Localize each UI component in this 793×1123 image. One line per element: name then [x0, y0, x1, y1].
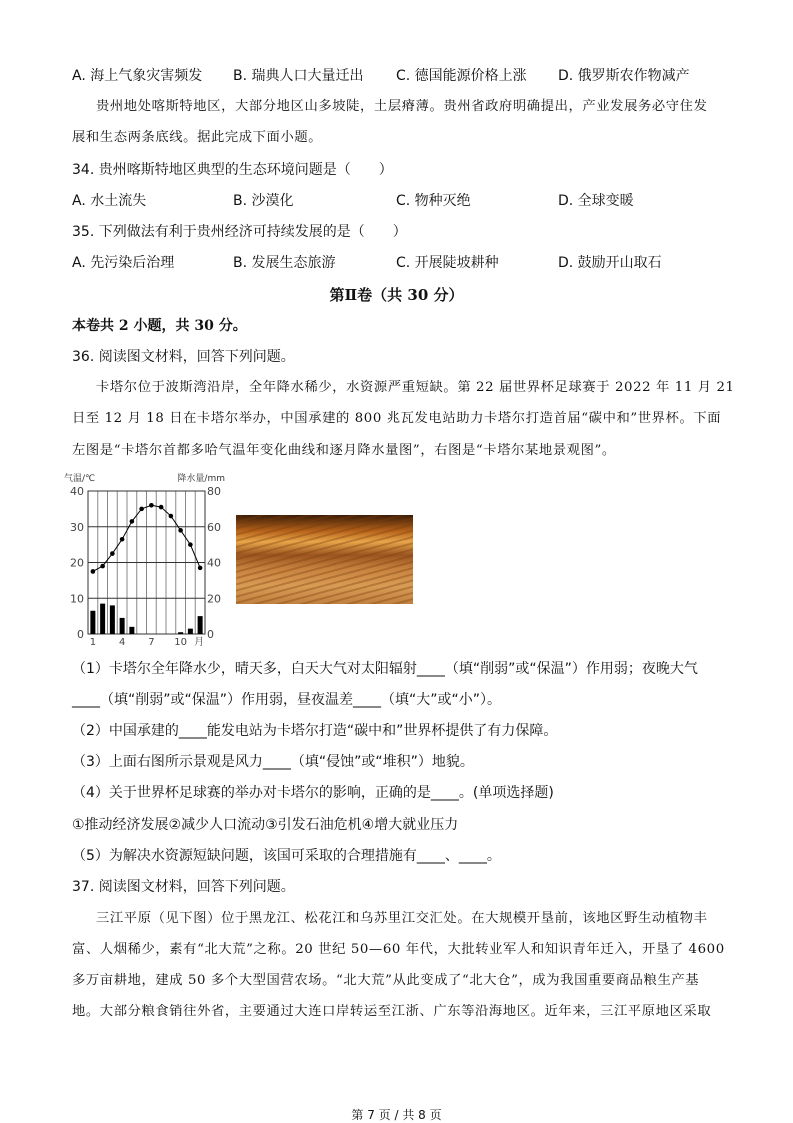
- y-tick-right: 60: [207, 520, 221, 534]
- q37-material-line: 富、人烟稀少，素有“北大荒”之称。20 世纪 50—60 年代，大批转业军人和知识青年迁入，开垦了 4600: [72, 942, 725, 957]
- temperature-point: [178, 528, 183, 533]
- q35-stem: 35. 下列做法有利于贵州经济可持续发展的是（ ）: [72, 224, 407, 240]
- x-tick: 10: [174, 637, 187, 646]
- temperature-point: [91, 569, 96, 574]
- x-axis-label: 月: [194, 637, 205, 646]
- q34-option-d: D. 全球变暖: [558, 193, 634, 209]
- precip-bar: [129, 627, 134, 634]
- q36-sub5: （5）为解决水资源短缺问题，该国可采取的合理措施有____、____。: [72, 848, 501, 864]
- x-tick: 7: [148, 637, 155, 646]
- temperature-point: [100, 564, 105, 569]
- section-title: 第Ⅱ卷（共 30 分）: [329, 286, 464, 304]
- q35-option-c: C. 开展陡坡耕种: [396, 255, 499, 271]
- desert-landscape-photo: [236, 515, 413, 604]
- temperature-point: [169, 514, 174, 519]
- guizhou-intro-line: 贵州地处喀斯特地区，大部分地区山多坡陡，土层瘠薄。贵州省政府明确提出，产业发展务必守住发: [96, 99, 708, 114]
- temperature-point: [139, 507, 144, 512]
- q36-stem: 36. 阅读图文材料，回答下列问题。: [72, 349, 295, 365]
- y-tick-right: 0: [207, 628, 214, 641]
- y-tick-right: 40: [207, 556, 221, 570]
- q37-stem: 37. 阅读图文材料，回答下列问题。: [72, 879, 295, 895]
- q34-stem: 34. 贵州喀斯特地区典型的生态环境问题是（ ）: [72, 162, 393, 178]
- precip-bar: [188, 629, 193, 634]
- precip-bar: [100, 604, 105, 634]
- precip-bar: [90, 611, 95, 634]
- temperature-point: [188, 542, 193, 547]
- q35-option-b: B. 发展生态旅游: [233, 255, 336, 271]
- y-tick-left: 20: [70, 556, 84, 570]
- temperature-point: [159, 505, 164, 510]
- y-tick-left: 40: [70, 485, 84, 498]
- guizhou-intro-line: 展和生态两条底线。据此完成下面小题。: [72, 130, 323, 145]
- temperature-point: [120, 537, 125, 542]
- q37-material-line: 多万亩耕地，建成 50 多个大型国营农场。“北大荒”从此变成了“北大仓”，成为我国重要商品粮生产基: [72, 973, 700, 988]
- q34-option-c: C. 物种灭绝: [396, 193, 471, 209]
- q35-option-d: D. 鼓励开山取石: [558, 255, 662, 271]
- precip-bar: [198, 616, 203, 634]
- y-tick-left: 0: [77, 628, 84, 641]
- q37-material-line: 地。大部分粮食销往外省，主要通过大连口岸转运至江浙、广东等沿海地区。近年来，三江平原地区采取: [72, 1004, 712, 1019]
- q33-option-b: B. 瑞典人口大量迁出: [233, 68, 364, 84]
- q33-option-a: A. 海上气象灾害频发: [72, 68, 203, 84]
- q36-sub1-line2: ____（填“削弱”或“保温”）作用弱，昼夜温差____（填“大”或“小”）。: [72, 692, 502, 708]
- precip-bar: [178, 632, 183, 634]
- q33-option-d: D. 俄罗斯农作物减产: [558, 68, 690, 84]
- q36-material-line: 卡塔尔位于波斯湾沿岸，全年降水稀少，水资源严重短缺。第 22 届世界杯足球赛于 2022 年 11 月 21: [96, 380, 735, 395]
- q36-sub4: （4）关于世界杯足球赛的举办对卡塔尔的影响，正确的是____。(单项选择题): [72, 785, 554, 801]
- y-axis-label-right: 降水量/mm: [177, 474, 225, 484]
- y-axis-label-left: 气温/℃: [64, 474, 96, 484]
- q36-material-line: 左图是“卡塔尔首都多哈气温年变化曲线和逐月降水量图”，右图是“卡塔尔某地景观图”。: [72, 443, 616, 458]
- climate-chart: [62, 466, 227, 646]
- y-tick-right: 80: [207, 485, 221, 498]
- precip-bar: [120, 618, 125, 634]
- q35-option-a: A. 先污染后治理: [72, 255, 175, 271]
- x-tick: 1: [89, 637, 97, 646]
- page-footer: 第 7 页 / 共 8 页: [351, 1108, 442, 1122]
- q36-sub2: （2）中国承建的____能发电站为卡塔尔打造“碳中和”世界杯提供了有力保障。: [72, 723, 558, 739]
- q36-sub4-choices: ①推动经济发展②减少人口流动③引发石油危机④增大就业压力: [72, 817, 459, 833]
- x-tick: 4: [118, 637, 126, 646]
- q36-sub3: （3）上面右图所示景观是风力____（填“侵蚀”或“堆积”）地貌。: [72, 754, 474, 770]
- section-note: 本卷共 2 小题，共 30 分。: [72, 318, 247, 334]
- q34-option-a: A. 水土流失: [72, 193, 147, 209]
- precip-bar: [110, 605, 115, 634]
- y-tick-right: 20: [207, 592, 221, 606]
- temperature-point: [149, 503, 154, 508]
- temperature-point: [198, 566, 203, 571]
- temperature-point: [130, 519, 135, 524]
- q34-option-b: B. 沙漠化: [233, 193, 294, 209]
- q36-material-line: 日至 12 月 18 日在卡塔尔举办，中国承建的 800 兆瓦发电站助力卡塔尔打造首届“碳中和”世界杯。下面: [72, 411, 722, 426]
- temperature-point: [110, 551, 115, 556]
- q36-sub1-line1: （1）卡塔尔全年降水少，晴天多，白天大气对太阳辐射____（填“削弱”或“保温”）作用弱；夜晚大气: [72, 661, 698, 677]
- q37-material-line: 三江平原（见下图）位于黑龙江、松花江和乌苏里江交汇处。在大规模开垦前，该地区野生动植物丰: [96, 911, 708, 926]
- y-tick-left: 10: [70, 592, 84, 606]
- y-tick-left: 30: [70, 520, 84, 534]
- q33-option-c: C. 德国能源价格上涨: [396, 68, 527, 84]
